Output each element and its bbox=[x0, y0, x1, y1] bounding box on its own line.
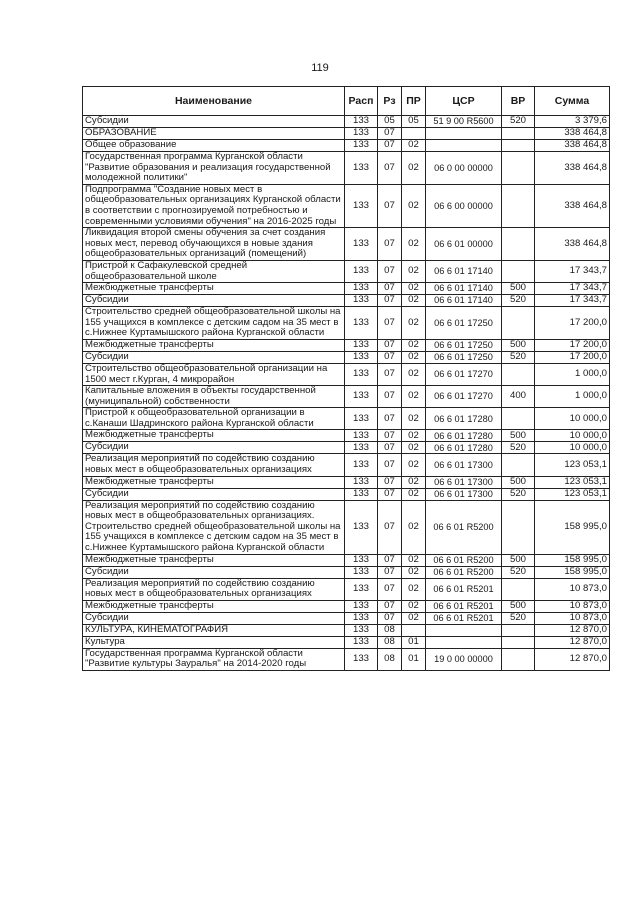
row-csr: 06 6 01 17250 bbox=[426, 339, 502, 351]
row-rasp: 133 bbox=[345, 476, 378, 488]
row-rz: 07 bbox=[378, 476, 402, 488]
table-row bbox=[83, 363, 610, 385]
table-header-row bbox=[83, 87, 610, 116]
row-pr: 02 bbox=[402, 600, 426, 612]
row-pr: 01 bbox=[402, 636, 426, 648]
row-vr bbox=[502, 408, 535, 430]
row-pr: 02 bbox=[402, 566, 426, 578]
row-csr: 06 6 01 R5200 bbox=[426, 554, 502, 566]
row-pr: 02 bbox=[402, 430, 426, 442]
row-rz: 07 bbox=[378, 228, 402, 261]
row-sum: 12 870,0 bbox=[535, 624, 610, 636]
table-row bbox=[83, 430, 610, 442]
row-name: Государственная программа Курганской области "Развитие образования и реализация государственной молодежной политики" bbox=[83, 152, 345, 185]
header-rz: Рз bbox=[378, 87, 402, 116]
row-pr: 02 bbox=[402, 612, 426, 624]
row-rz: 07 bbox=[378, 554, 402, 566]
table-row bbox=[83, 554, 610, 566]
row-csr: 06 6 01 17270 bbox=[426, 363, 502, 385]
row-sum: 10 873,0 bbox=[535, 612, 610, 624]
row-rz: 07 bbox=[378, 152, 402, 185]
row-rz: 07 bbox=[378, 600, 402, 612]
header-name: Наименование bbox=[83, 87, 345, 116]
row-name: Субсидии bbox=[83, 116, 345, 128]
row-rasp: 133 bbox=[345, 184, 378, 227]
row-pr bbox=[402, 624, 426, 636]
table-row bbox=[83, 612, 610, 624]
row-sum: 10 000,0 bbox=[535, 442, 610, 454]
row-sum: 338 464,8 bbox=[535, 128, 610, 140]
row-name: Строительство средней общеобразовательной школы на 155 учащихся в комплексе с детским садом на 35 мест в с.Нижнее Куртамышского района Курганской области bbox=[83, 307, 345, 340]
budget-table bbox=[82, 86, 610, 671]
row-sum: 123 053,1 bbox=[535, 476, 610, 488]
row-csr: 06 6 01 17280 bbox=[426, 408, 502, 430]
row-name: Субсидии bbox=[83, 442, 345, 454]
row-name: Субсидии bbox=[83, 295, 345, 307]
row-pr bbox=[402, 128, 426, 140]
row-csr: 06 6 01 17300 bbox=[426, 488, 502, 500]
row-pr: 02 bbox=[402, 476, 426, 488]
row-csr: 06 6 01 17280 bbox=[426, 442, 502, 454]
row-rz: 07 bbox=[378, 363, 402, 385]
row-name: Пристрой к общеобразовательной организации в с.Канаши Шадринского района Курганской области bbox=[83, 408, 345, 430]
row-csr: 06 6 01 R5201 bbox=[426, 578, 502, 600]
row-pr: 02 bbox=[402, 408, 426, 430]
row-csr bbox=[426, 140, 502, 152]
row-rz: 08 bbox=[378, 624, 402, 636]
table-body bbox=[83, 116, 610, 671]
row-sum: 123 053,1 bbox=[535, 454, 610, 476]
row-pr: 01 bbox=[402, 648, 426, 670]
row-sum: 338 464,8 bbox=[535, 152, 610, 185]
row-vr: 520 bbox=[502, 442, 535, 454]
row-rz: 07 bbox=[378, 307, 402, 340]
row-rz: 07 bbox=[378, 566, 402, 578]
row-sum: 12 870,0 bbox=[535, 636, 610, 648]
row-sum: 10 000,0 bbox=[535, 408, 610, 430]
row-rasp: 133 bbox=[345, 648, 378, 670]
row-csr: 06 6 01 R5201 bbox=[426, 600, 502, 612]
row-vr: 520 bbox=[502, 351, 535, 363]
row-name: Межбюджетные трансферты bbox=[83, 600, 345, 612]
row-rasp: 133 bbox=[345, 408, 378, 430]
row-vr: 400 bbox=[502, 386, 535, 408]
row-rz: 07 bbox=[378, 128, 402, 140]
table-row bbox=[83, 566, 610, 578]
row-rasp: 133 bbox=[345, 228, 378, 261]
row-vr bbox=[502, 624, 535, 636]
row-vr: 520 bbox=[502, 116, 535, 128]
row-sum: 17 200,0 bbox=[535, 351, 610, 363]
row-sum: 17 200,0 bbox=[535, 307, 610, 340]
row-pr: 02 bbox=[402, 363, 426, 385]
row-name: Межбюджетные трансферты bbox=[83, 339, 345, 351]
row-sum: 17 343,7 bbox=[535, 295, 610, 307]
row-rasp: 133 bbox=[345, 500, 378, 554]
table-row bbox=[83, 283, 610, 295]
row-rz: 07 bbox=[378, 578, 402, 600]
row-rasp: 133 bbox=[345, 260, 378, 282]
row-vr bbox=[502, 128, 535, 140]
row-rasp: 133 bbox=[345, 140, 378, 152]
row-pr: 02 bbox=[402, 386, 426, 408]
row-name: Межбюджетные трансферты bbox=[83, 476, 345, 488]
row-rz: 07 bbox=[378, 442, 402, 454]
row-pr: 02 bbox=[402, 295, 426, 307]
row-sum: 158 995,0 bbox=[535, 566, 610, 578]
row-name: ОБРАЗОВАНИЕ bbox=[83, 128, 345, 140]
row-csr: 06 6 01 17270 bbox=[426, 386, 502, 408]
row-rz: 07 bbox=[378, 283, 402, 295]
table-row bbox=[83, 488, 610, 500]
row-rz: 07 bbox=[378, 454, 402, 476]
row-rz: 07 bbox=[378, 339, 402, 351]
row-rasp: 133 bbox=[345, 578, 378, 600]
row-rz: 08 bbox=[378, 636, 402, 648]
row-name: Общее образование bbox=[83, 140, 345, 152]
row-rasp: 133 bbox=[345, 128, 378, 140]
row-rz: 07 bbox=[378, 488, 402, 500]
header-pr: ПР bbox=[402, 87, 426, 116]
row-rasp: 133 bbox=[345, 307, 378, 340]
row-sum: 10 000,0 bbox=[535, 430, 610, 442]
row-pr: 02 bbox=[402, 140, 426, 152]
row-name: Государственная программа Курганской области "Развитие культуры Зауралья" на 2014-2020 годы bbox=[83, 648, 345, 670]
table-row bbox=[83, 648, 610, 670]
row-csr: 06 6 01 17250 bbox=[426, 351, 502, 363]
row-rasp: 133 bbox=[345, 612, 378, 624]
table-row bbox=[83, 500, 610, 554]
row-rasp: 133 bbox=[345, 554, 378, 566]
row-vr bbox=[502, 454, 535, 476]
table-row bbox=[83, 307, 610, 340]
row-pr: 02 bbox=[402, 500, 426, 554]
row-pr: 02 bbox=[402, 442, 426, 454]
row-vr: 500 bbox=[502, 554, 535, 566]
row-rasp: 133 bbox=[345, 636, 378, 648]
row-vr: 520 bbox=[502, 295, 535, 307]
row-csr: 06 6 01 17300 bbox=[426, 476, 502, 488]
row-sum: 123 053,1 bbox=[535, 488, 610, 500]
row-csr: 06 6 01 R5200 bbox=[426, 500, 502, 554]
table-row bbox=[83, 184, 610, 227]
header-rasp: Расп bbox=[345, 87, 378, 116]
row-csr: 06 6 00 00000 bbox=[426, 184, 502, 227]
row-name: КУЛЬТУРА, КИНЕМАТОГРАФИЯ bbox=[83, 624, 345, 636]
row-vr bbox=[502, 636, 535, 648]
row-vr bbox=[502, 228, 535, 261]
row-csr: 06 6 01 17250 bbox=[426, 307, 502, 340]
row-sum: 17 343,7 bbox=[535, 283, 610, 295]
row-vr bbox=[502, 152, 535, 185]
row-pr: 02 bbox=[402, 307, 426, 340]
row-csr: 19 0 00 00000 bbox=[426, 648, 502, 670]
row-pr: 02 bbox=[402, 283, 426, 295]
row-name: Ликвидация второй смены обучения за счет создания новых мест, перевод обучающихся в новые здания общеобразовательных организаций (помещений) bbox=[83, 228, 345, 261]
row-sum: 10 873,0 bbox=[535, 578, 610, 600]
table-row bbox=[83, 386, 610, 408]
table-row bbox=[83, 454, 610, 476]
row-name: Строительство общеобразовательной организации на 1500 мест г.Курган, 4 микрорайон bbox=[83, 363, 345, 385]
row-sum: 3 379,6 bbox=[535, 116, 610, 128]
row-vr bbox=[502, 307, 535, 340]
row-vr bbox=[502, 363, 535, 385]
row-sum: 158 995,0 bbox=[535, 500, 610, 554]
row-sum: 10 873,0 bbox=[535, 600, 610, 612]
row-pr: 02 bbox=[402, 578, 426, 600]
row-pr: 02 bbox=[402, 260, 426, 282]
row-rasp: 133 bbox=[345, 363, 378, 385]
row-rasp: 133 bbox=[345, 600, 378, 612]
row-vr: 520 bbox=[502, 612, 535, 624]
row-sum: 338 464,8 bbox=[535, 228, 610, 261]
row-name: Пристрой к Сафакулевской средней общеобразовательной школе bbox=[83, 260, 345, 282]
row-rz: 07 bbox=[378, 260, 402, 282]
table-row bbox=[83, 116, 610, 128]
row-name: Межбюджетные трансферты bbox=[83, 554, 345, 566]
row-name: Субсидии bbox=[83, 566, 345, 578]
row-csr: 06 0 00 00000 bbox=[426, 152, 502, 185]
row-vr: 500 bbox=[502, 600, 535, 612]
table-row bbox=[83, 140, 610, 152]
row-rasp: 133 bbox=[345, 283, 378, 295]
table-row bbox=[83, 600, 610, 612]
row-csr: 06 6 01 R5201 bbox=[426, 612, 502, 624]
row-vr bbox=[502, 578, 535, 600]
row-vr: 500 bbox=[502, 339, 535, 351]
row-rasp: 133 bbox=[345, 116, 378, 128]
row-vr bbox=[502, 184, 535, 227]
row-name: Реализация мероприятий по содействию созданию новых мест в общеобразовательных организациях. Строительство средней общеобразовательной школы на 155 учащихся в комплексе с детским садом на 35 мест в с.Нижнее Куртамышского района Курганской области bbox=[83, 500, 345, 554]
row-rasp: 133 bbox=[345, 351, 378, 363]
table-row bbox=[83, 228, 610, 261]
row-vr: 520 bbox=[502, 488, 535, 500]
row-rz: 07 bbox=[378, 408, 402, 430]
row-rasp: 133 bbox=[345, 295, 378, 307]
row-rasp: 133 bbox=[345, 339, 378, 351]
row-rasp: 133 bbox=[345, 442, 378, 454]
row-pr: 02 bbox=[402, 339, 426, 351]
row-sum: 12 870,0 bbox=[535, 648, 610, 670]
table-row bbox=[83, 339, 610, 351]
table-row bbox=[83, 476, 610, 488]
row-rasp: 133 bbox=[345, 454, 378, 476]
row-name: Субсидии bbox=[83, 612, 345, 624]
table-row bbox=[83, 578, 610, 600]
row-pr: 02 bbox=[402, 152, 426, 185]
row-csr: 06 6 01 17300 bbox=[426, 454, 502, 476]
row-name: Реализация мероприятий по содействию созданию новых мест в общеобразовательных организациях bbox=[83, 454, 345, 476]
row-csr: 06 6 01 17140 bbox=[426, 283, 502, 295]
row-rz: 07 bbox=[378, 295, 402, 307]
row-rz: 07 bbox=[378, 500, 402, 554]
row-pr: 02 bbox=[402, 488, 426, 500]
row-name: Подпрограмма "Создание новых мест в общеобразовательных организациях Курганской области в соответствии с прогнозируемой потребностью и современными условиями обучения" на 2016-2025 годы bbox=[83, 184, 345, 227]
row-name: Субсидии bbox=[83, 351, 345, 363]
row-vr bbox=[502, 648, 535, 670]
table-row bbox=[83, 295, 610, 307]
row-rasp: 133 bbox=[345, 624, 378, 636]
row-rasp: 133 bbox=[345, 386, 378, 408]
row-csr: 06 6 01 00000 bbox=[426, 228, 502, 261]
row-pr: 02 bbox=[402, 351, 426, 363]
row-sum: 17 200,0 bbox=[535, 339, 610, 351]
row-pr: 02 bbox=[402, 454, 426, 476]
row-vr: 500 bbox=[502, 476, 535, 488]
row-rz: 07 bbox=[378, 430, 402, 442]
row-csr bbox=[426, 624, 502, 636]
row-name: Культура bbox=[83, 636, 345, 648]
row-pr: 05 bbox=[402, 116, 426, 128]
row-rasp: 133 bbox=[345, 488, 378, 500]
table-row bbox=[83, 128, 610, 140]
row-rz: 07 bbox=[378, 612, 402, 624]
row-sum: 338 464,8 bbox=[535, 184, 610, 227]
table-row bbox=[83, 624, 610, 636]
row-rz: 05 bbox=[378, 116, 402, 128]
row-sum: 1 000,0 bbox=[535, 386, 610, 408]
row-csr bbox=[426, 128, 502, 140]
row-sum: 338 464,8 bbox=[535, 140, 610, 152]
header-sum: Сумма bbox=[535, 87, 610, 116]
row-vr: 520 bbox=[502, 566, 535, 578]
row-name: Субсидии bbox=[83, 488, 345, 500]
row-csr: 06 6 01 R5200 bbox=[426, 566, 502, 578]
header-vr: ВР bbox=[502, 87, 535, 116]
row-vr bbox=[502, 140, 535, 152]
row-csr: 06 6 01 17140 bbox=[426, 295, 502, 307]
table-row bbox=[83, 636, 610, 648]
page-number: 119 bbox=[311, 62, 329, 74]
row-pr: 02 bbox=[402, 554, 426, 566]
row-vr bbox=[502, 500, 535, 554]
row-sum: 17 343,7 bbox=[535, 260, 610, 282]
table-row bbox=[83, 351, 610, 363]
row-csr bbox=[426, 636, 502, 648]
row-rz: 07 bbox=[378, 351, 402, 363]
row-rasp: 133 bbox=[345, 430, 378, 442]
header-csr: ЦСР bbox=[426, 87, 502, 116]
row-rasp: 133 bbox=[345, 566, 378, 578]
table-row bbox=[83, 152, 610, 185]
row-name: Капитальные вложения в объекты государственной (муниципальной) собственности bbox=[83, 386, 345, 408]
row-sum: 1 000,0 bbox=[535, 363, 610, 385]
row-pr: 02 bbox=[402, 228, 426, 261]
row-csr: 06 6 01 17140 bbox=[426, 260, 502, 282]
row-rz: 07 bbox=[378, 184, 402, 227]
row-csr: 51 9 00 R5600 bbox=[426, 116, 502, 128]
row-rasp: 133 bbox=[345, 152, 378, 185]
row-csr: 06 6 01 17280 bbox=[426, 430, 502, 442]
table-row bbox=[83, 260, 610, 282]
row-rz: 08 bbox=[378, 648, 402, 670]
table-row bbox=[83, 442, 610, 454]
row-name: Межбюджетные трансферты bbox=[83, 283, 345, 295]
row-rz: 07 bbox=[378, 386, 402, 408]
row-vr: 500 bbox=[502, 430, 535, 442]
table-row bbox=[83, 408, 610, 430]
row-pr: 02 bbox=[402, 184, 426, 227]
row-name: Реализация мероприятий по содействию созданию новых мест в общеобразовательных организациях bbox=[83, 578, 345, 600]
row-rz: 07 bbox=[378, 140, 402, 152]
row-vr bbox=[502, 260, 535, 282]
row-sum: 158 995,0 bbox=[535, 554, 610, 566]
row-name: Межбюджетные трансферты bbox=[83, 430, 345, 442]
row-vr: 500 bbox=[502, 283, 535, 295]
